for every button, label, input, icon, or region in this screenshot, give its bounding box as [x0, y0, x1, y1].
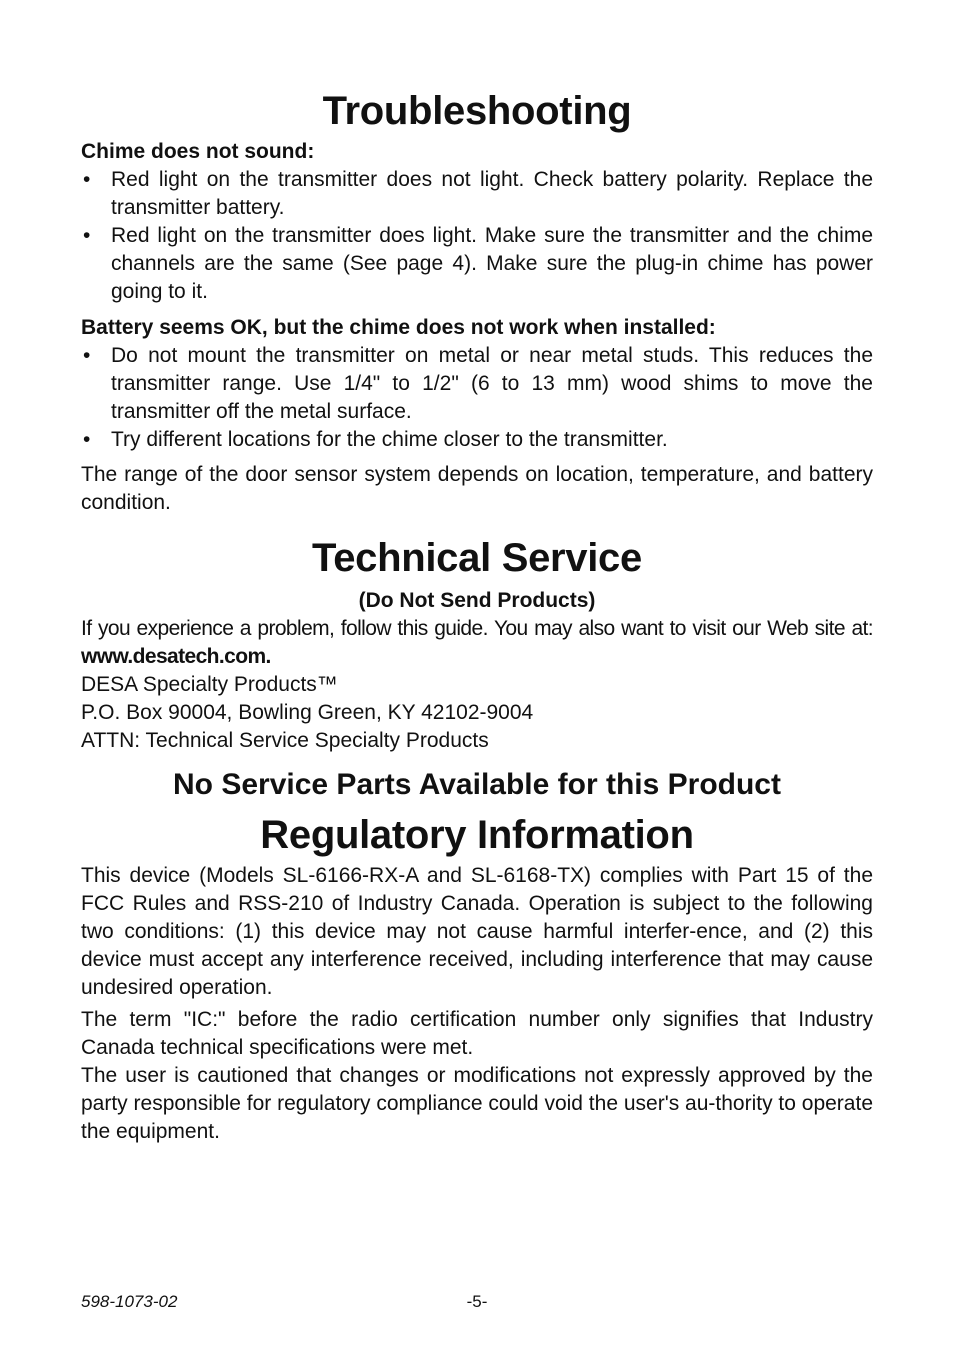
regulatory-paragraph: This device (Models SL-6166-RX-A and SL-6168-TX) complies with Part 15 of the FCC Rules and RSS-210 of Industry Canada. Operation is subject to the following two conditions: (1) this device may not cause harmful interfer-ence, and (2) this device must accept any interference received, including interference that may cause undesired operation.: [81, 864, 873, 999]
no-service-parts-heading: No Service Parts Available for this Product: [173, 768, 781, 801]
technical-service-intro: [81, 615, 873, 671]
website-link[interactable]: www.desatech.com.: [81, 645, 271, 668]
regulatory-paragraph: The user is cautioned that changes or modifications not expressly approved by the party responsible for regulatory compliance could void the user's au-thority to operate the equipment.: [81, 1064, 873, 1143]
list-item: • Red light on the transmitter does not light. Check battery polarity. Replace the transmitter battery.: [83, 168, 873, 219]
battery-ok-heading: Battery seems OK, but the chime does not work when installed:: [81, 316, 716, 339]
chime-no-sound-list: [81, 166, 873, 306]
page-number: -5-: [466, 1292, 488, 1311]
technical-service-title: Technical Service: [312, 536, 642, 580]
regulatory-title: Regulatory Information: [260, 813, 694, 857]
bullet-icon: •: [83, 224, 91, 247]
bullet-icon: •: [83, 344, 91, 367]
document-number: 598-1073-02: [81, 1292, 178, 1311]
bullet-icon: •: [83, 168, 91, 191]
regulatory-paragraph: The term "IC:" before the radio certification number only signifies that Industry Canada technical specifications were met.: [81, 1008, 873, 1059]
list-item: • Red light on the transmitter does light. Make sure the transmitter and the chime channels are the same (See page 4). Make sure the plug-in chime has power going to it.: [83, 224, 873, 303]
address-line: ATTN: Technical Service Specialty Products: [81, 729, 489, 752]
list-item: • Try different locations for the chime closer to the transmitter.: [81, 426, 873, 454]
address-line: DESA Specialty Products™: [81, 673, 338, 696]
list-item: • Do not mount the transmitter on metal or near metal studs. This reduces the transmitter range. Use 1/4" to 1/2" (6 to 13 mm) wood shims to move the transmitter off the metal surface.: [83, 344, 873, 423]
bullet-icon: •: [83, 428, 91, 451]
chime-no-sound-heading: Chime does not sound:: [81, 140, 315, 163]
range-note: The range of the door sensor system depends on location, temperature, and battery condition.: [81, 463, 873, 514]
intro-text: If you experience a problem, follow this guide. You may also want to visit our Web site at:: [81, 617, 873, 640]
address-line: P.O. Box 90004, Bowling Green, KY 42102-9004: [81, 701, 534, 724]
troubleshooting-title: Troubleshooting: [322, 89, 632, 133]
technical-service-subtitle: (Do Not Send Products): [358, 589, 596, 612]
manual-page: [81, 80, 873, 1146]
battery-ok-list: [81, 342, 873, 454]
